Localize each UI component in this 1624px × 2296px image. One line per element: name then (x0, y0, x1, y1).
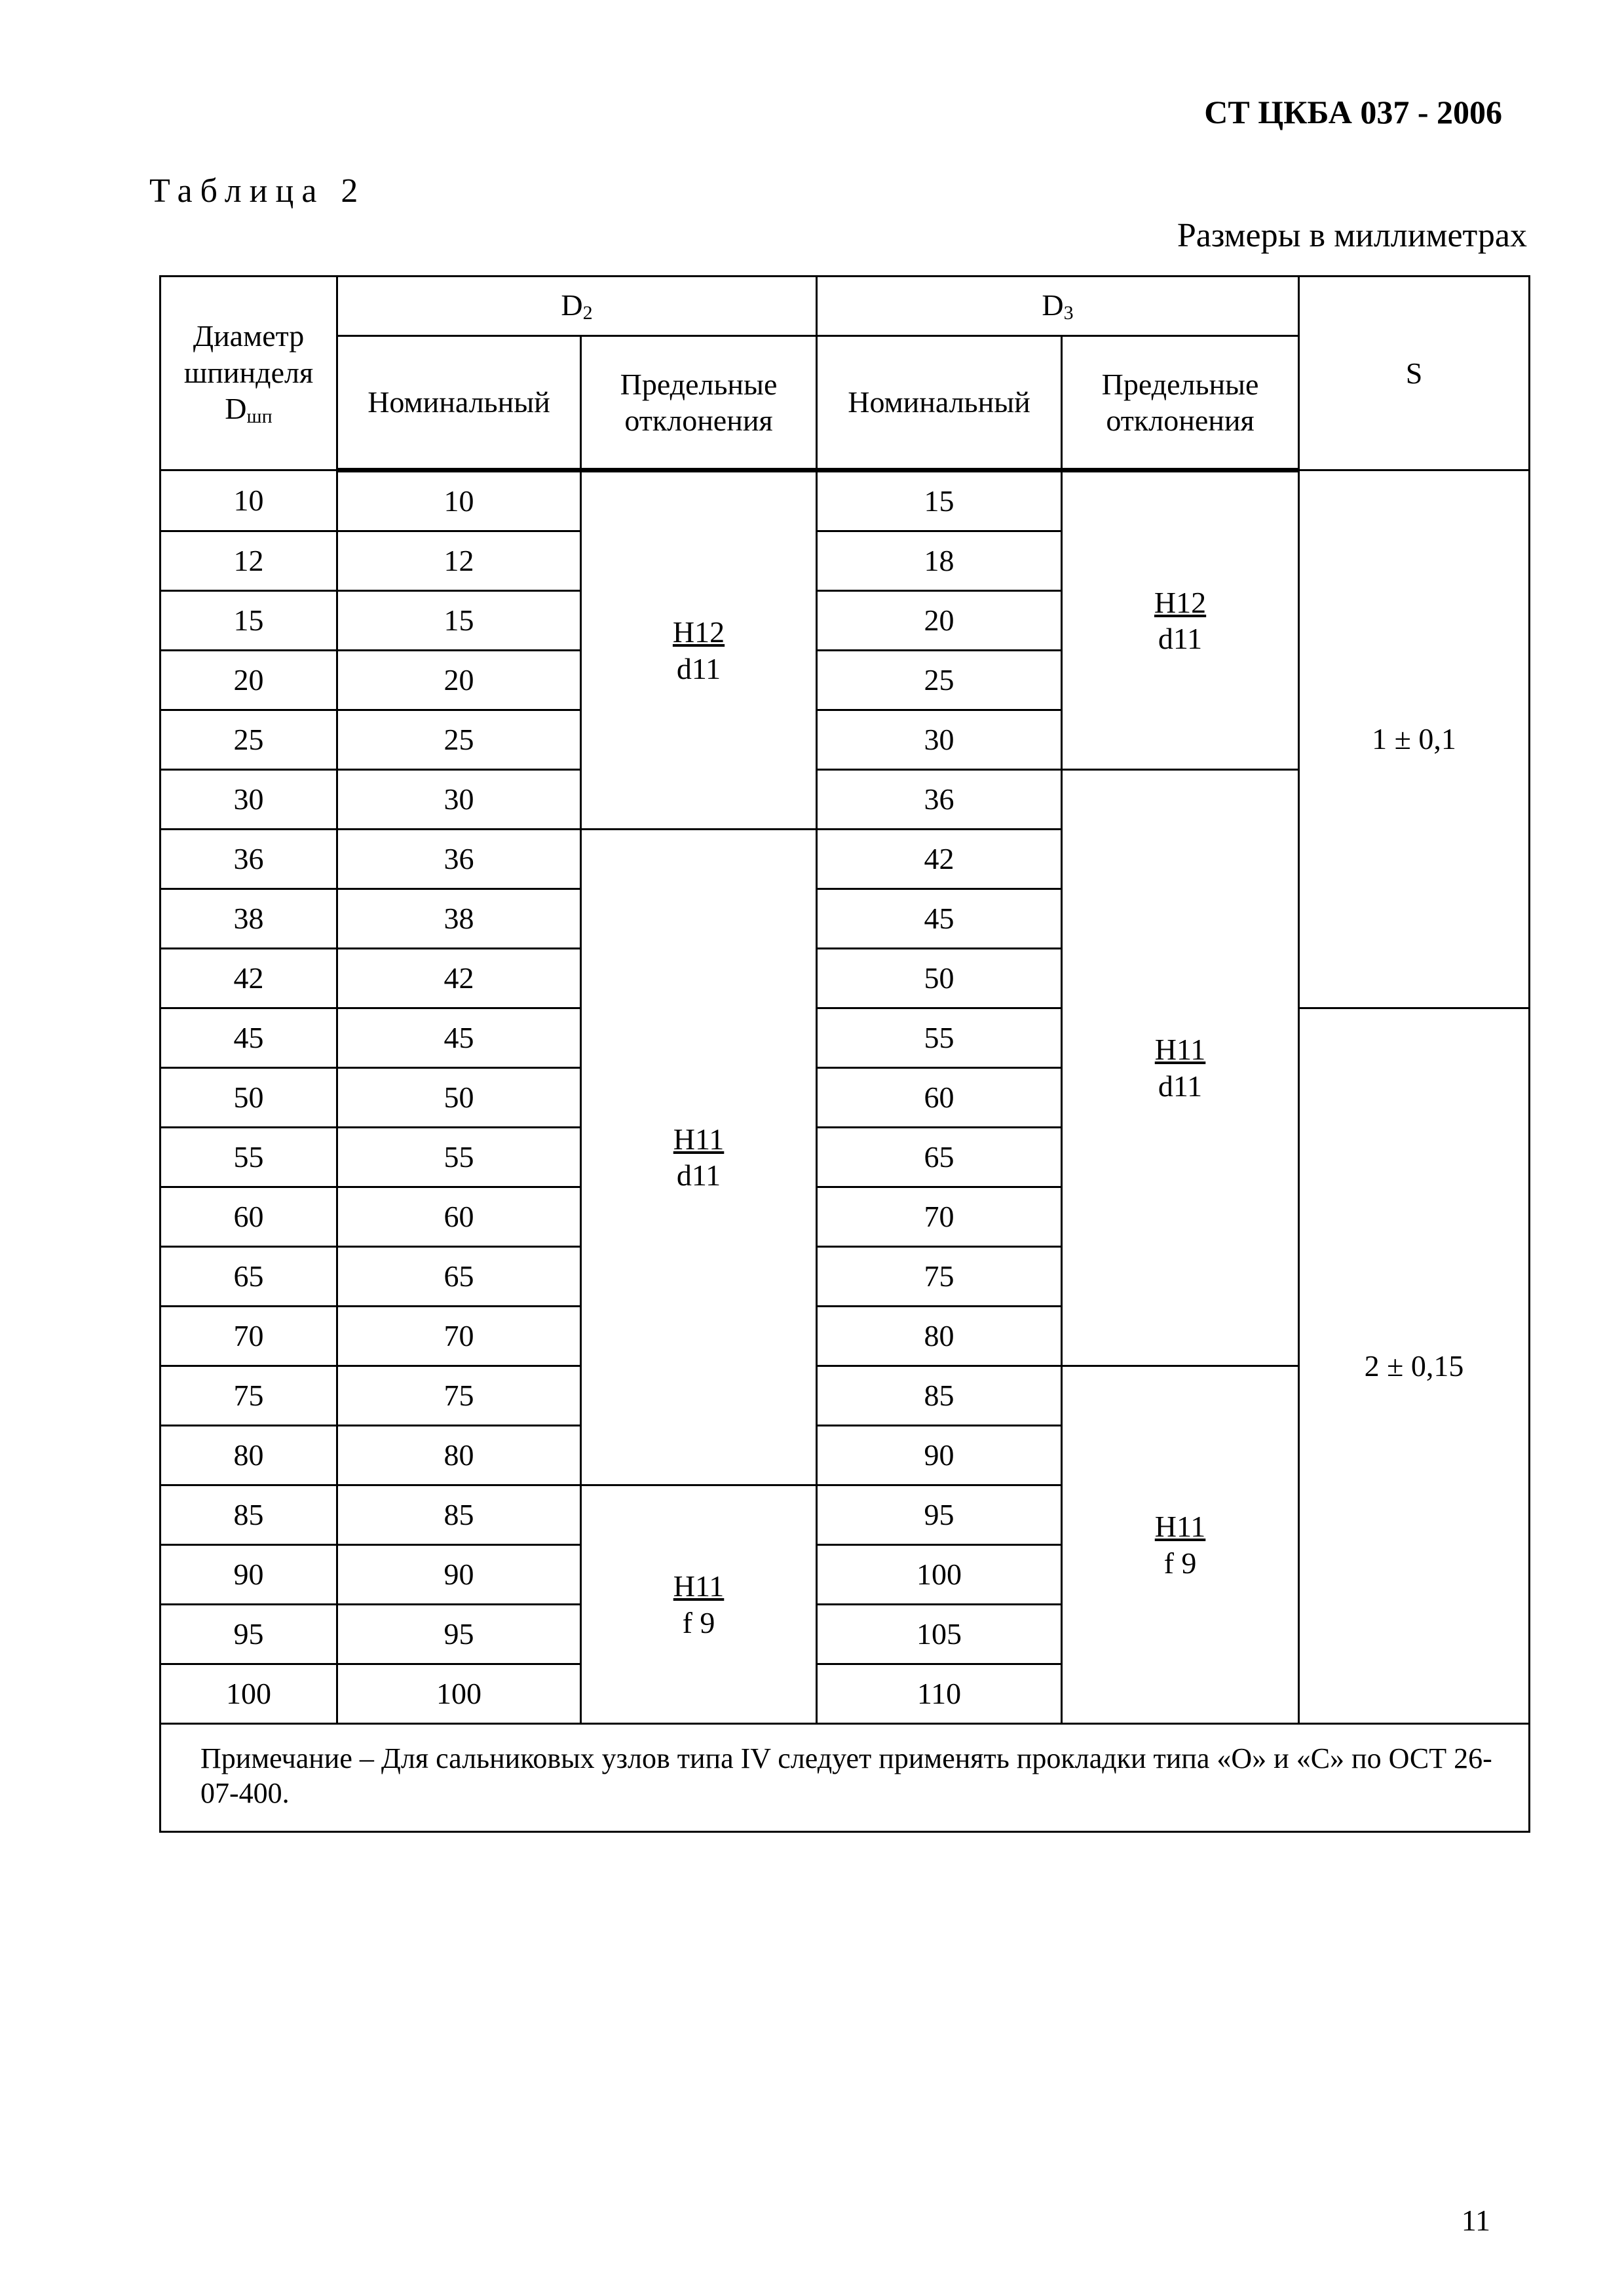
d2-nominal-cell: 70 (337, 1307, 581, 1366)
spindle-diameter-cell: 25 (161, 710, 337, 770)
s-value-cell: 1 ± 0,1 (1299, 470, 1530, 1008)
spindle-diameter-cell: 80 (161, 1426, 337, 1485)
d2-nominal-cell: 10 (337, 470, 581, 531)
header-d3-nominal: Номинальный (817, 336, 1062, 470)
s-value-cell: 2 ± 0,15 (1299, 1008, 1530, 1724)
document-code: СТ ЦКБА 037 - 2006 (1204, 94, 1502, 130)
spindle-diameter-cell: 95 (161, 1605, 337, 1664)
d2-tolerance: H11 d11 (581, 830, 817, 1485)
header-d3: $D_3$ (817, 277, 1299, 336)
spindle-diameter-cell: 90 (161, 1545, 337, 1605)
d2-nominal-cell: 45 (337, 1008, 581, 1068)
spindle-diameter-cell: 42 (161, 949, 337, 1008)
spindle-diameter-cell: 65 (161, 1247, 337, 1307)
header-d2-nominal: Номинальный (337, 336, 581, 470)
spindle-diameter-cell: 10 (161, 470, 337, 531)
d3-nominal-cell: 45 (817, 889, 1062, 949)
spindle-diameter-cell: 38 (161, 889, 337, 949)
table-title: Таблица 2 (149, 172, 366, 210)
d3-tolerance: H11 d11 (1062, 770, 1299, 1366)
d3-nominal-cell: 85 (817, 1366, 1062, 1426)
d3-nominal-cell: 80 (817, 1307, 1062, 1366)
header-d2-deviations: Предельные отклонения (581, 336, 817, 470)
d3-nominal-cell: 20 (817, 591, 1062, 651)
d2-nominal-cell: 80 (337, 1426, 581, 1485)
spindle-diameter-cell: 12 (161, 531, 337, 591)
d3-nominal-cell: 18 (817, 531, 1062, 591)
header-spindle-diameter: Диаметр шпинделя $D_{шп}$ (161, 277, 337, 470)
table-note: Примечание – Для сальниковых узлов типа IV следует применять прокладки типа «О» и «С» по ОСТ 26-07-400. (161, 1724, 1530, 1832)
d2-nominal-cell: 75 (337, 1366, 581, 1426)
d2-nominal-cell: 90 (337, 1545, 581, 1605)
d3-nominal-cell: 50 (817, 949, 1062, 1008)
spindle-diameter-cell: 60 (161, 1187, 337, 1247)
d2-nominal-cell: 12 (337, 531, 581, 591)
d2-nominal-cell: 60 (337, 1187, 581, 1247)
d3-nominal-cell: 105 (817, 1605, 1062, 1664)
spindle-diameter-cell: 45 (161, 1008, 337, 1068)
d3-nominal-cell: 90 (817, 1426, 1062, 1485)
table-row (161, 470, 1530, 531)
d3-nominal-cell: 55 (817, 1008, 1062, 1068)
page-number: 11 (1461, 2204, 1490, 2237)
units-caption: Размеры в миллиметрах (1177, 217, 1527, 254)
d3-nominal-cell: 95 (817, 1485, 1062, 1545)
d3-nominal-cell: 42 (817, 830, 1062, 889)
d2-nominal-cell: 85 (337, 1485, 581, 1545)
spindle-diameter-cell: 85 (161, 1485, 337, 1545)
d3-tolerance: H12 d11 (1062, 470, 1299, 770)
header-d3-deviations: Предельные отклонения (1062, 336, 1299, 470)
spindle-diameter-cell: 100 (161, 1664, 337, 1724)
d2-nominal-cell: 36 (337, 830, 581, 889)
spindle-diameter-cell: 36 (161, 830, 337, 889)
spindle-diameter-cell: 70 (161, 1307, 337, 1366)
d2-nominal-cell: 15 (337, 591, 581, 651)
header-s: S (1299, 277, 1530, 470)
d2-nominal-cell: 20 (337, 651, 581, 710)
d3-nominal-cell: 110 (817, 1664, 1062, 1724)
d3-nominal-cell: 15 (817, 470, 1062, 531)
d3-nominal-cell: 25 (817, 651, 1062, 710)
d3-nominal-cell: 30 (817, 710, 1062, 770)
spindle-diameter-cell: 15 (161, 591, 337, 651)
spindle-diameter-cell: 20 (161, 651, 337, 710)
spindle-diameter-cell: 30 (161, 770, 337, 830)
spindle-diameter-cell: 50 (161, 1068, 337, 1128)
d2-nominal-cell: 100 (337, 1664, 581, 1724)
d3-nominal-cell: 36 (817, 770, 1062, 830)
d3-nominal-cell: 70 (817, 1187, 1062, 1247)
d3-tolerance: H11 f 9 (1062, 1366, 1299, 1724)
d2-nominal-cell: 95 (337, 1605, 581, 1664)
spindle-diameter-cell: 55 (161, 1128, 337, 1187)
d3-nominal-cell: 75 (817, 1247, 1062, 1307)
d2-nominal-cell: 25 (337, 710, 581, 770)
d2-nominal-cell: 42 (337, 949, 581, 1008)
dimensions-table (159, 275, 1530, 1833)
spindle-diameter-cell: 75 (161, 1366, 337, 1426)
d3-nominal-cell: 100 (817, 1545, 1062, 1605)
d2-tolerance: H11 f 9 (581, 1485, 817, 1724)
d2-nominal-cell: 55 (337, 1128, 581, 1187)
d2-nominal-cell: 50 (337, 1068, 581, 1128)
d3-nominal-cell: 60 (817, 1068, 1062, 1128)
d2-nominal-cell: 65 (337, 1247, 581, 1307)
header-d2: $D_2$ (337, 277, 817, 336)
d2-tolerance: H12 d11 (581, 470, 817, 830)
d2-nominal-cell: 38 (337, 889, 581, 949)
table-row (161, 1008, 1530, 1068)
d3-nominal-cell: 65 (817, 1128, 1062, 1187)
d2-nominal-cell: 30 (337, 770, 581, 830)
